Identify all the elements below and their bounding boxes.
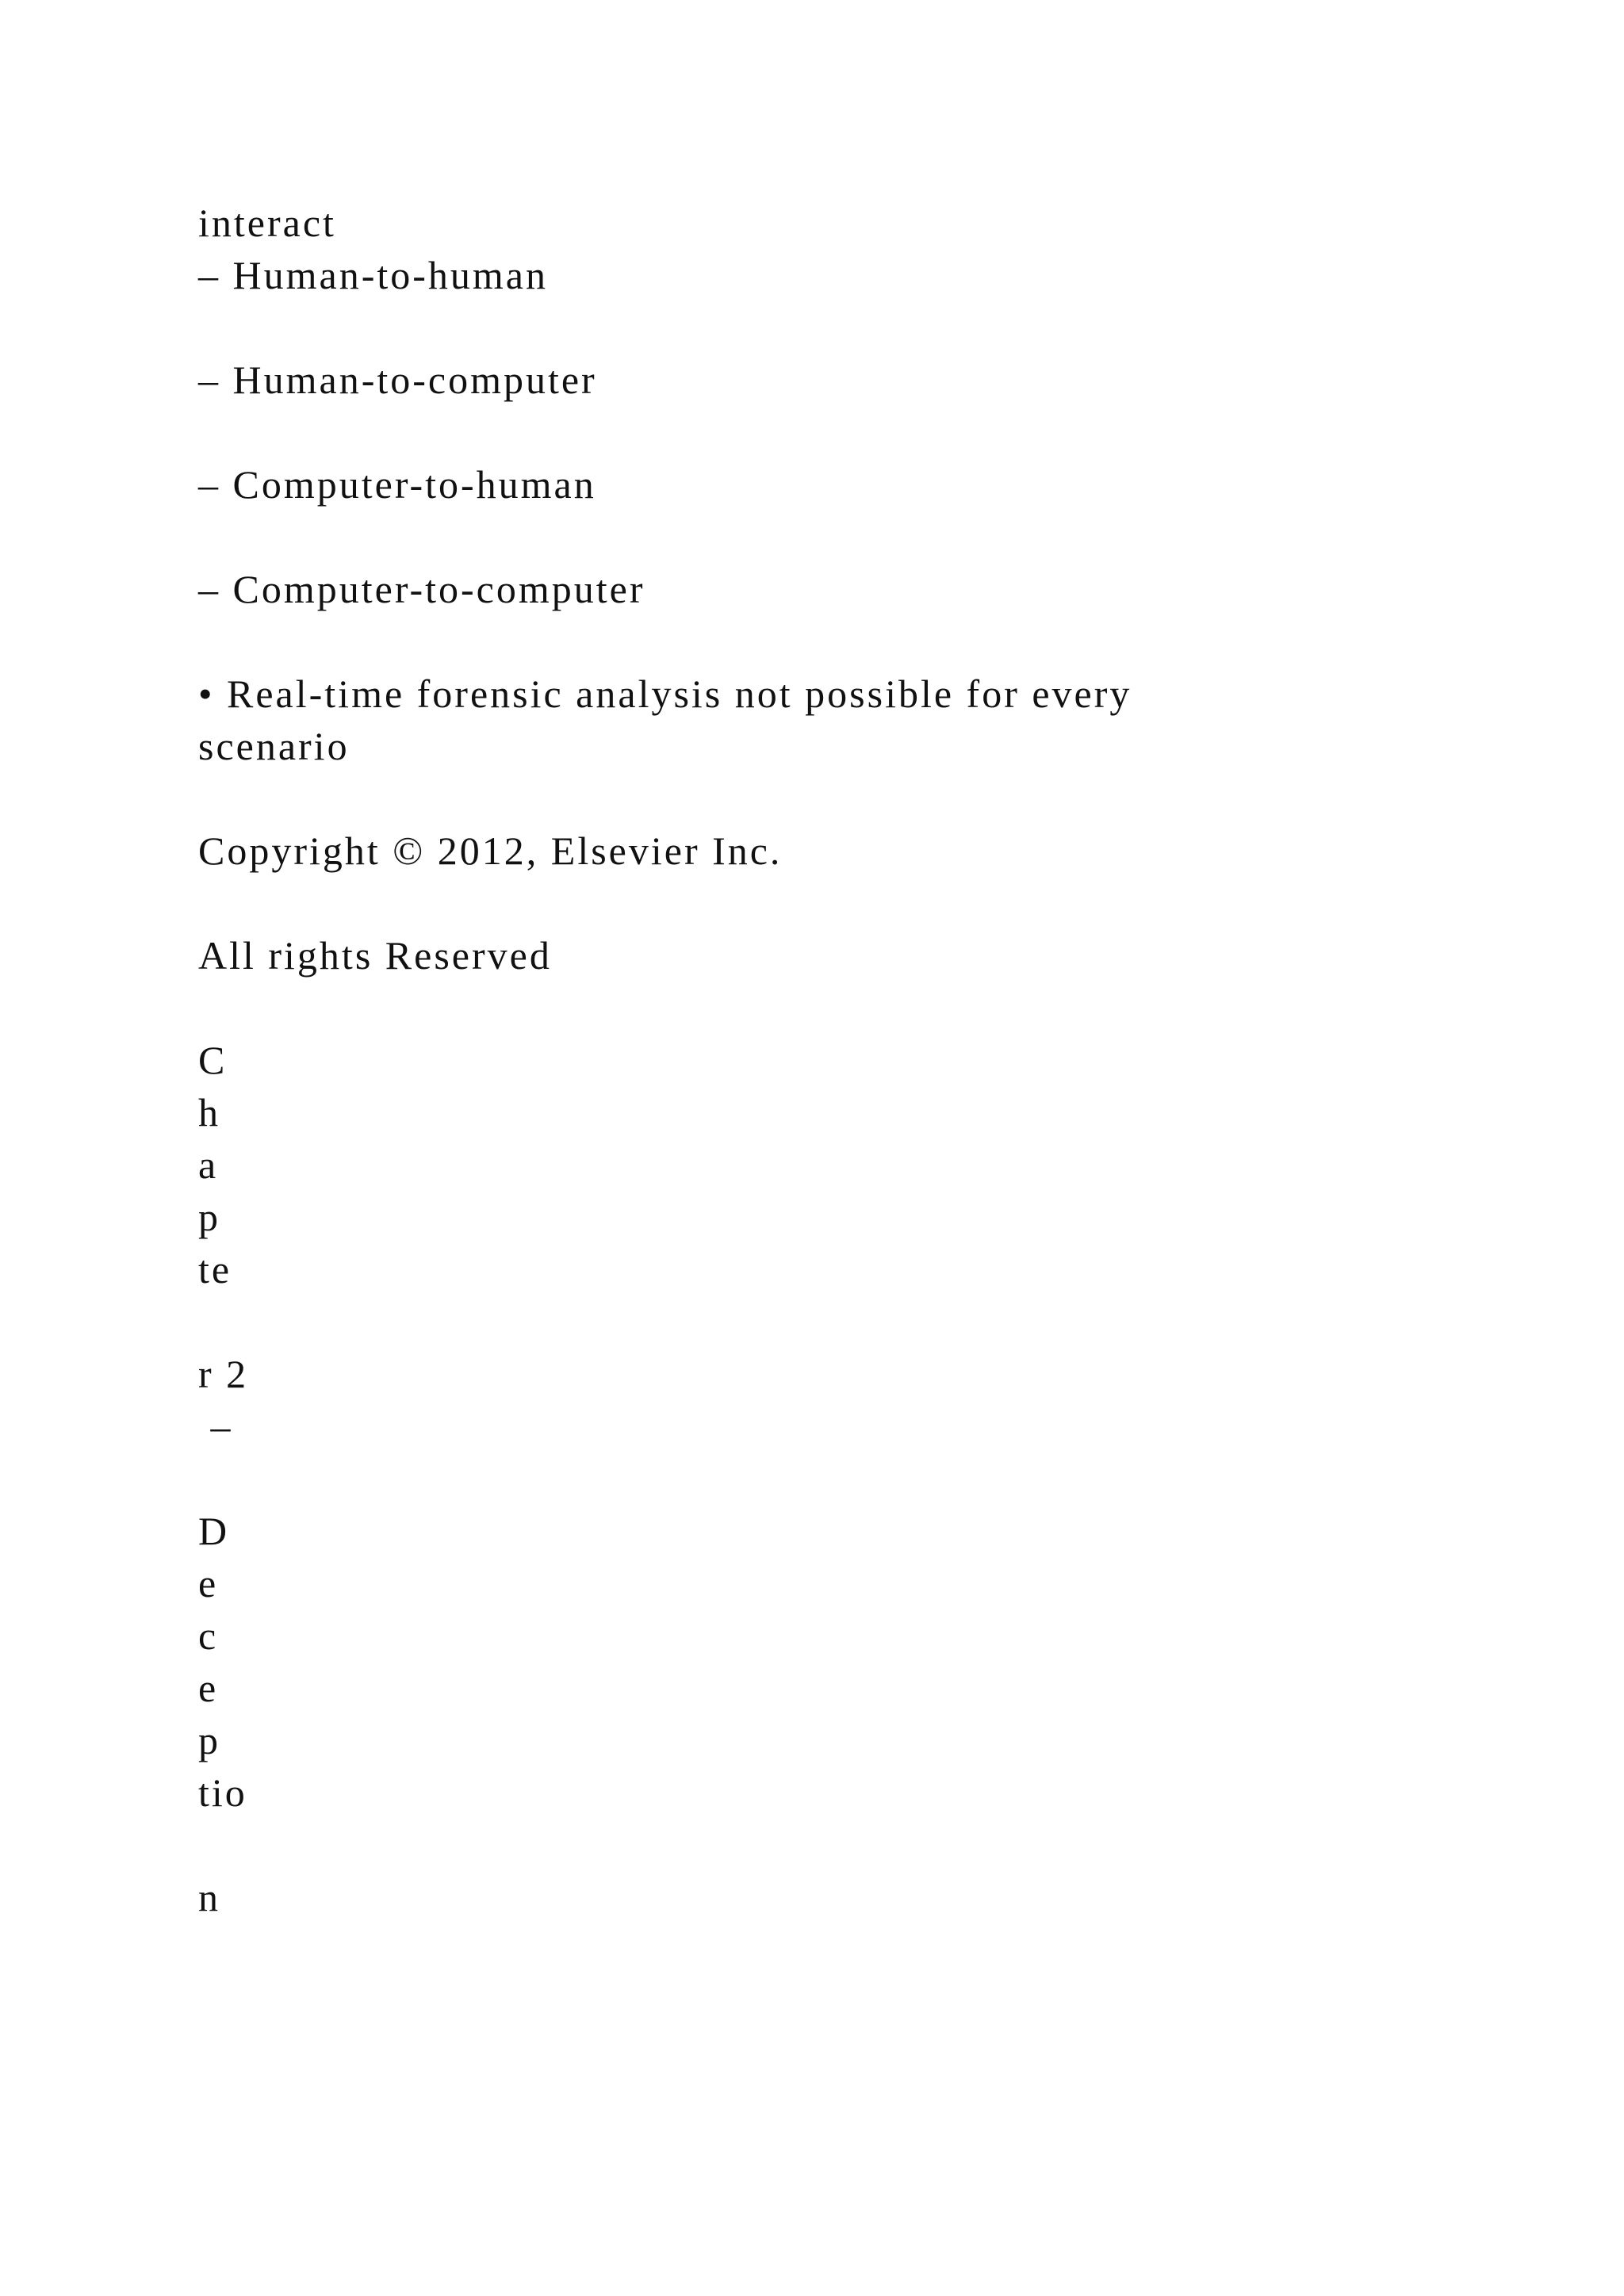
bullet-human-to-computer: – Human-to-computer xyxy=(198,358,597,402)
bullet-human-to-human: – Human-to-human xyxy=(198,253,548,297)
rights-notice: All rights Reserved xyxy=(198,933,552,978)
chapter-fragment: c xyxy=(198,1613,219,1658)
text-line-interact: interact xyxy=(198,201,336,245)
chapter-fragment: n xyxy=(198,1875,220,1919)
copyright-notice: Copyright © 2012, Elsevier Inc. xyxy=(198,828,783,873)
chapter-fragment: tio xyxy=(198,1770,247,1815)
chapter-fragment: D xyxy=(198,1509,230,1553)
text-line-scenario: scenario xyxy=(198,724,350,768)
chapter-fragment: p xyxy=(198,1718,220,1762)
chapter-fragment: C xyxy=(198,1038,228,1082)
chapter-fragment: p xyxy=(198,1195,220,1239)
chapter-fragment: h xyxy=(198,1090,220,1135)
bullet-computer-to-human: – Computer-to-human xyxy=(198,462,596,507)
chapter-fragment: r 2 xyxy=(198,1352,249,1396)
chapter-fragment: e xyxy=(198,1561,219,1605)
chapter-fragment: – xyxy=(198,1404,233,1448)
chapter-fragment: te xyxy=(198,1247,232,1292)
bullet-computer-to-computer: – Computer-to-computer xyxy=(198,567,645,611)
bullet-real-time-forensic: • Real-time forensic analysis not possible for every xyxy=(198,672,1132,716)
chapter-fragment: e xyxy=(198,1666,219,1710)
chapter-fragment: a xyxy=(198,1142,219,1187)
